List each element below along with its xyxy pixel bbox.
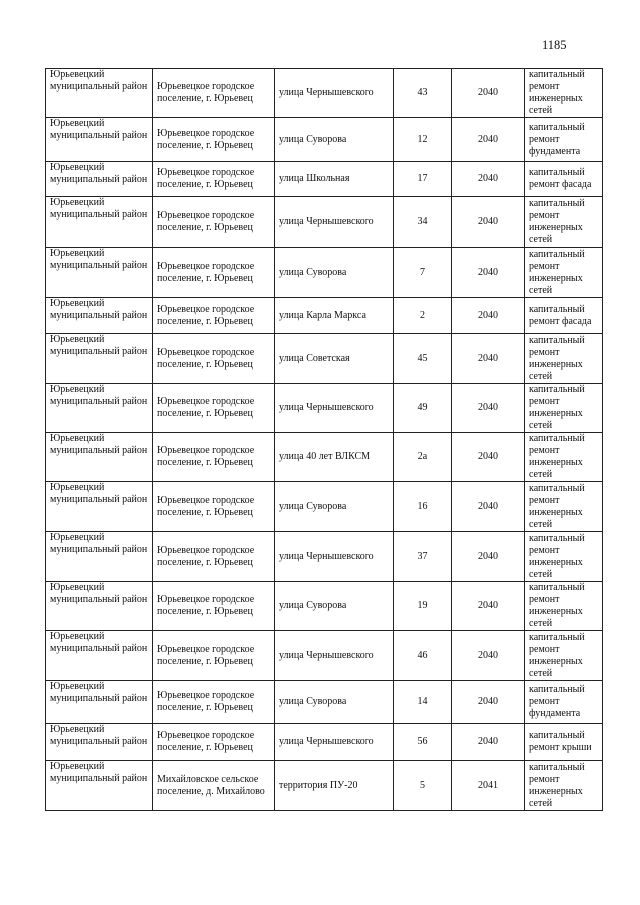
cell-year: 2040 bbox=[452, 298, 525, 334]
cell-year: 2040 bbox=[452, 384, 525, 433]
table-row bbox=[46, 724, 603, 761]
table-row bbox=[46, 298, 603, 334]
cell-house-number: 46 bbox=[394, 631, 452, 681]
cell-street: улица Чернышевского bbox=[275, 532, 394, 582]
cell-work-type: капитальный ремонт инженерных сетей bbox=[525, 384, 603, 433]
repair-schedule-table bbox=[45, 68, 603, 811]
cell-house-number: 56 bbox=[394, 724, 452, 761]
cell-year: 2040 bbox=[452, 118, 525, 162]
table-row bbox=[46, 761, 603, 811]
cell-district: Юрьевецкий муниципальный район bbox=[46, 118, 153, 162]
table-row bbox=[46, 118, 603, 162]
cell-district: Юрьевецкий муниципальный район bbox=[46, 631, 153, 681]
cell-district: Юрьевецкий муниципальный район bbox=[46, 532, 153, 582]
cell-settlement: Юрьевецкое городское поселение, г. Юрьевец bbox=[153, 631, 275, 681]
cell-settlement: Юрьевецкое городское поселение, г. Юрьевец bbox=[153, 248, 275, 298]
cell-settlement: Юрьевецкое городское поселение, г. Юрьевец bbox=[153, 433, 275, 482]
cell-street: улица Школьная bbox=[275, 162, 394, 197]
table-row bbox=[46, 433, 603, 482]
cell-year: 2040 bbox=[452, 433, 525, 482]
table-row bbox=[46, 681, 603, 724]
cell-district: Юрьевецкий муниципальный район bbox=[46, 724, 153, 761]
cell-year: 2041 bbox=[452, 761, 525, 811]
cell-house-number: 16 bbox=[394, 482, 452, 532]
cell-work-type: капитальный ремонт инженерных сетей bbox=[525, 532, 603, 582]
cell-street: улица Карла Маркса bbox=[275, 298, 394, 334]
cell-street: улица Суворова bbox=[275, 482, 394, 532]
table-row bbox=[46, 248, 603, 298]
cell-house-number: 14 bbox=[394, 681, 452, 724]
cell-street: улица Советская bbox=[275, 334, 394, 384]
cell-district: Юрьевецкий муниципальный район bbox=[46, 334, 153, 384]
cell-street: улица Чернышевского bbox=[275, 724, 394, 761]
cell-house-number: 45 bbox=[394, 334, 452, 384]
cell-work-type: капитальный ремонт инженерных сетей bbox=[525, 334, 603, 384]
cell-settlement: Юрьевецкое городское поселение, г. Юрьевец bbox=[153, 334, 275, 384]
table-row bbox=[46, 69, 603, 118]
table-row bbox=[46, 631, 603, 681]
cell-settlement: Юрьевецкое городское поселение, г. Юрьевец bbox=[153, 724, 275, 761]
cell-settlement: Юрьевецкое городское поселение, г. Юрьевец bbox=[153, 197, 275, 248]
cell-district: Юрьевецкий муниципальный район bbox=[46, 162, 153, 197]
cell-district: Юрьевецкий муниципальный район bbox=[46, 248, 153, 298]
cell-work-type: капитальный ремонт инженерных сетей bbox=[525, 761, 603, 811]
cell-street: улица 40 лет ВЛКСМ bbox=[275, 433, 394, 482]
cell-house-number: 2 bbox=[394, 298, 452, 334]
cell-year: 2040 bbox=[452, 69, 525, 118]
cell-year: 2040 bbox=[452, 532, 525, 582]
cell-district: Юрьевецкий муниципальный район bbox=[46, 761, 153, 811]
cell-year: 2040 bbox=[452, 631, 525, 681]
table-body bbox=[46, 69, 603, 811]
cell-street: улица Суворова bbox=[275, 582, 394, 631]
cell-year: 2040 bbox=[452, 681, 525, 724]
cell-work-type: капитальный ремонт инженерных сетей bbox=[525, 631, 603, 681]
cell-work-type: капитальный ремонт инженерных сетей bbox=[525, 248, 603, 298]
table-row bbox=[46, 334, 603, 384]
cell-house-number: 19 bbox=[394, 582, 452, 631]
cell-house-number: 2а bbox=[394, 433, 452, 482]
cell-year: 2040 bbox=[452, 334, 525, 384]
cell-district: Юрьевецкий муниципальный район bbox=[46, 482, 153, 532]
cell-year: 2040 bbox=[452, 482, 525, 532]
table-row bbox=[46, 482, 603, 532]
cell-work-type: капитальный ремонт крыши bbox=[525, 724, 603, 761]
table-row bbox=[46, 384, 603, 433]
cell-street: территория ПУ-20 bbox=[275, 761, 394, 811]
cell-settlement: Юрьевецкое городское поселение, г. Юрьевец bbox=[153, 118, 275, 162]
cell-work-type: капитальный ремонт фасада bbox=[525, 298, 603, 334]
cell-work-type: капитальный ремонт фундамента bbox=[525, 681, 603, 724]
cell-street: улица Суворова bbox=[275, 681, 394, 724]
table-row bbox=[46, 162, 603, 197]
cell-house-number: 7 bbox=[394, 248, 452, 298]
cell-work-type: капитальный ремонт инженерных сетей bbox=[525, 433, 603, 482]
cell-street: улица Чернышевского bbox=[275, 197, 394, 248]
cell-district: Юрьевецкий муниципальный район bbox=[46, 384, 153, 433]
cell-street: улица Суворова bbox=[275, 248, 394, 298]
cell-house-number: 43 bbox=[394, 69, 452, 118]
table-row bbox=[46, 582, 603, 631]
cell-year: 2040 bbox=[452, 724, 525, 761]
cell-street: улица Суворова bbox=[275, 118, 394, 162]
cell-settlement: Юрьевецкое городское поселение, г. Юрьевец bbox=[153, 681, 275, 724]
cell-work-type: капитальный ремонт фундамента bbox=[525, 118, 603, 162]
table-row bbox=[46, 197, 603, 248]
cell-district: Юрьевецкий муниципальный район bbox=[46, 582, 153, 631]
cell-settlement: Юрьевецкое городское поселение, г. Юрьевец bbox=[153, 582, 275, 631]
cell-street: улица Чернышевского bbox=[275, 631, 394, 681]
cell-work-type: капитальный ремонт фасада bbox=[525, 162, 603, 197]
cell-settlement: Юрьевецкое городское поселение, г. Юрьевец bbox=[153, 69, 275, 118]
cell-year: 2040 bbox=[452, 582, 525, 631]
cell-district: Юрьевецкий муниципальный район bbox=[46, 197, 153, 248]
cell-year: 2040 bbox=[452, 248, 525, 298]
cell-work-type: капитальный ремонт инженерных сетей bbox=[525, 482, 603, 532]
cell-district: Юрьевецкий муниципальный район bbox=[46, 298, 153, 334]
cell-house-number: 5 bbox=[394, 761, 452, 811]
cell-district: Юрьевецкий муниципальный район bbox=[46, 681, 153, 724]
cell-work-type: капитальный ремонт инженерных сетей bbox=[525, 197, 603, 248]
cell-settlement: Юрьевецкое городское поселение, г. Юрьевец bbox=[153, 482, 275, 532]
cell-street: улица Чернышевского bbox=[275, 384, 394, 433]
cell-work-type: капитальный ремонт инженерных сетей bbox=[525, 582, 603, 631]
page-number: 1185 bbox=[542, 38, 567, 52]
cell-work-type: капитальный ремонт инженерных сетей bbox=[525, 69, 603, 118]
cell-house-number: 12 bbox=[394, 118, 452, 162]
cell-year: 2040 bbox=[452, 162, 525, 197]
cell-house-number: 37 bbox=[394, 532, 452, 582]
table-row bbox=[46, 532, 603, 582]
cell-house-number: 49 bbox=[394, 384, 452, 433]
cell-settlement: Михайловское сельское поселение, д. Михайлово bbox=[153, 761, 275, 811]
cell-district: Юрьевецкий муниципальный район bbox=[46, 433, 153, 482]
cell-house-number: 34 bbox=[394, 197, 452, 248]
cell-year: 2040 bbox=[452, 197, 525, 248]
cell-settlement: Юрьевецкое городское поселение, г. Юрьевец bbox=[153, 298, 275, 334]
cell-settlement: Юрьевецкое городское поселение, г. Юрьевец bbox=[153, 532, 275, 582]
cell-settlement: Юрьевецкое городское поселение, г. Юрьевец bbox=[153, 384, 275, 433]
cell-house-number: 17 bbox=[394, 162, 452, 197]
cell-settlement: Юрьевецкое городское поселение, г. Юрьевец bbox=[153, 162, 275, 197]
cell-district: Юрьевецкий муниципальный район bbox=[46, 69, 153, 118]
cell-street: улица Чернышевского bbox=[275, 69, 394, 118]
